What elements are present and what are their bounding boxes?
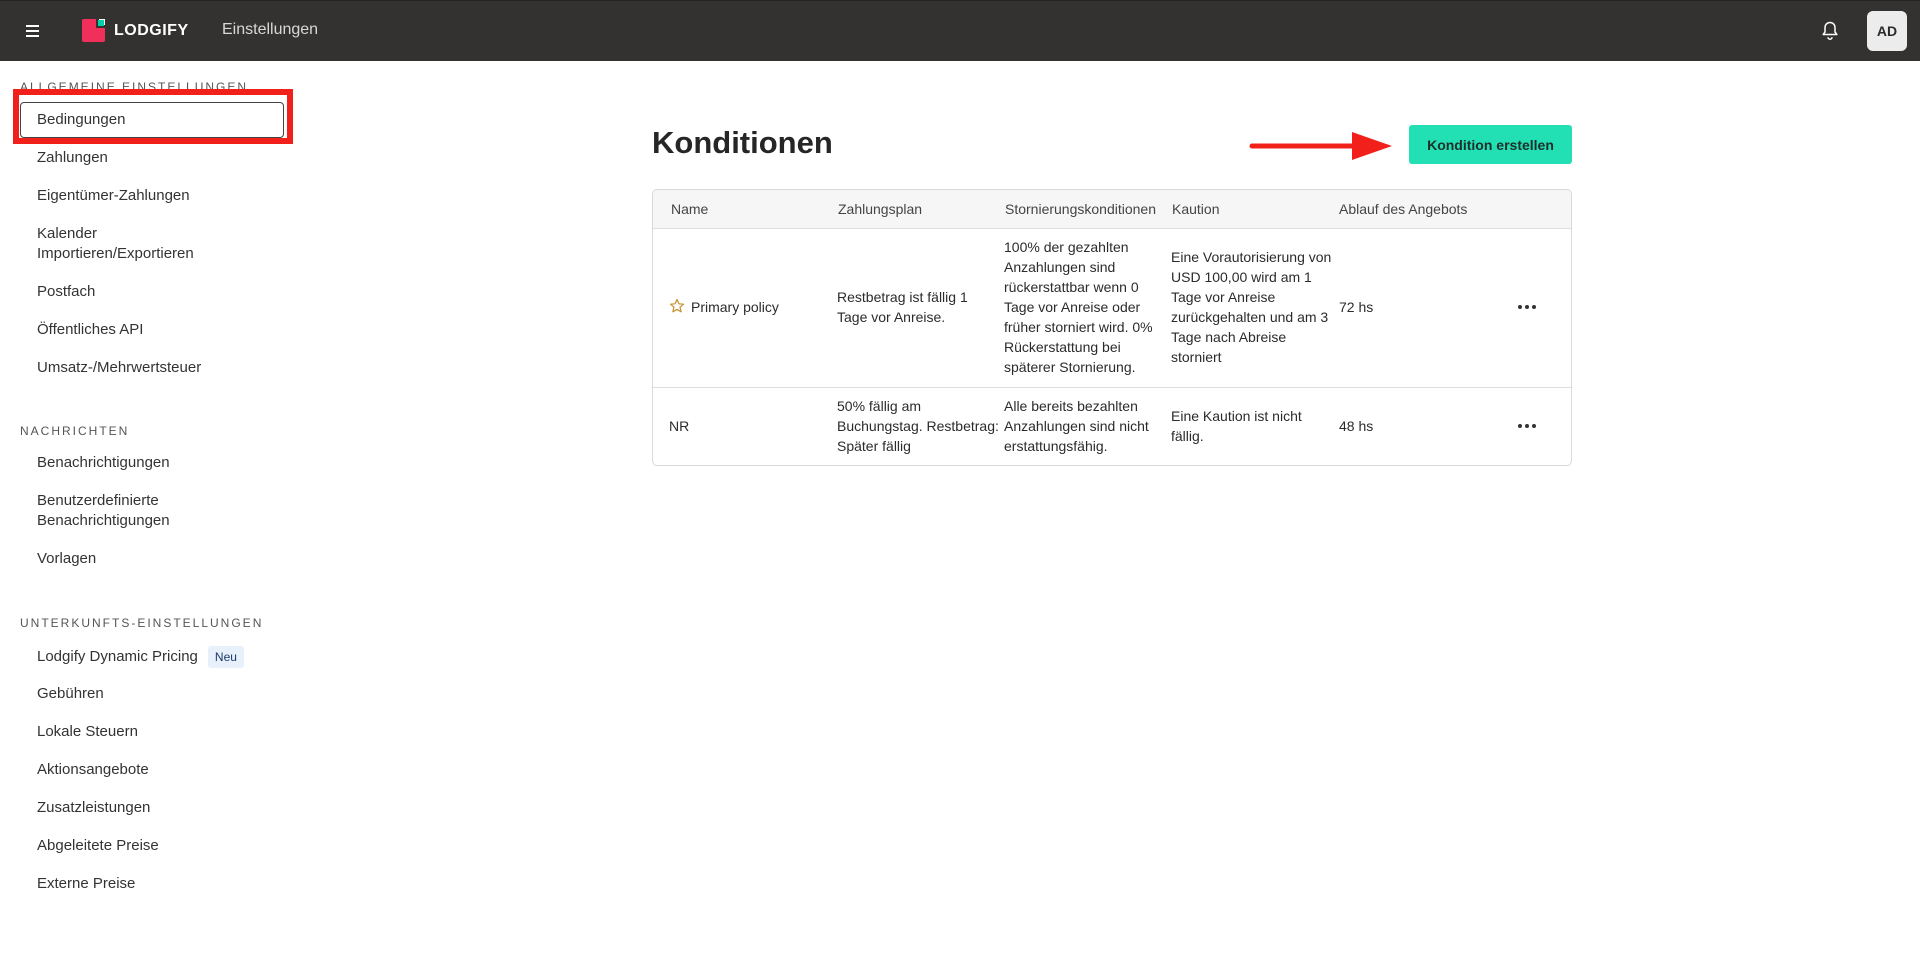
column-header-deposit[interactable]: Kaution bbox=[1172, 201, 1220, 217]
annotation-arrow-icon bbox=[1248, 126, 1394, 166]
conditions-table bbox=[652, 189, 1572, 466]
logo-text: LODGIFY bbox=[114, 21, 189, 39]
deposit-cell: Eine Vorautorisierung von USD 100,00 wird am 1 Tage vor Anreise zurückgehalten und am 3 Tage nach Abreise storniert bbox=[1171, 249, 1332, 365]
page-title: Konditionen bbox=[652, 125, 833, 160]
policy-name-cell bbox=[669, 297, 779, 317]
sidebar-item-label: Lodgify Dynamic Pricing bbox=[37, 647, 198, 665]
sidebar-item-lokale-steuern[interactable]: Lokale Steuern bbox=[37, 723, 138, 740]
policy-name: Primary policy bbox=[691, 299, 779, 315]
column-header-payment[interactable]: Zahlungsplan bbox=[838, 201, 923, 217]
more-options-icon[interactable] bbox=[1513, 412, 1541, 440]
new-badge: Neu bbox=[208, 646, 244, 668]
sidebar-item-zusatzleistungen[interactable]: Zusatzleistungen bbox=[37, 799, 151, 816]
sidebar-item-eigentuemer-zahlungen[interactable]: Eigentümer-Zahlungen bbox=[37, 187, 190, 204]
section-title-messages: NACHRICHTEN bbox=[20, 424, 130, 438]
sidebar-item-gebuehren[interactable]: Gebühren bbox=[37, 685, 104, 702]
sidebar-item-mehrwertsteuer[interactable]: Umsatz-/Mehrwertsteuer bbox=[37, 359, 202, 376]
top-bar bbox=[0, 0, 1920, 61]
avatar[interactable]: AD bbox=[1867, 11, 1907, 51]
cancellation-cell: Alle bereits bezahlten Anzahlungen sind nicht erstattungsfähig. bbox=[1004, 398, 1149, 454]
payment-cell: Restbetrag ist fällig 1 Tage vor Anreise. bbox=[837, 289, 968, 325]
column-header-name[interactable]: Name bbox=[671, 201, 709, 217]
policy-name-cell: NR bbox=[669, 418, 690, 434]
column-header-cancellation[interactable]: Stornierungskonditionen bbox=[1005, 201, 1156, 217]
cancellation-cell: 100% der gezahlten Anzahlungen sind rückerstattbar wenn 0 Tage vor Anreise oder früher storniert wird. 0% Rückerstattung bei späterer Stornierung. bbox=[1004, 239, 1153, 375]
page-section-title: Einstellungen bbox=[222, 21, 319, 38]
sidebar-item-abgeleitete-preise[interactable]: Abgeleitete Preise bbox=[37, 837, 159, 854]
sidebar-item-kalender[interactable]: Kalender Importieren/Exportieren bbox=[37, 225, 194, 262]
more-options-icon[interactable] bbox=[1513, 293, 1541, 321]
table-row[interactable] bbox=[653, 229, 1572, 388]
column-header-expiry[interactable]: Ablauf des Angebots bbox=[1339, 201, 1468, 217]
table-row[interactable] bbox=[653, 389, 1572, 466]
logo-mark-icon bbox=[82, 19, 105, 42]
deposit-cell: Eine Kaution ist nicht fällig. bbox=[1171, 408, 1302, 444]
sidebar-item-bedingungen[interactable]: Bedingungen bbox=[20, 102, 284, 138]
expiry-cell: 72 hs bbox=[1339, 299, 1374, 315]
star-icon[interactable] bbox=[669, 298, 685, 314]
bell-icon[interactable] bbox=[1818, 19, 1842, 43]
sidebar-item-benachrichtigungen[interactable]: Benachrichtigungen bbox=[37, 454, 170, 471]
table-header bbox=[653, 190, 1572, 229]
hamburger-icon[interactable] bbox=[20, 19, 44, 43]
sidebar-item-api[interactable]: Öffentliches API bbox=[37, 321, 144, 338]
sidebar-item-benutzerdefinierte[interactable]: Benutzerdefinierte Benachrichtigungen bbox=[37, 492, 170, 529]
sidebar-item-vorlagen[interactable]: Vorlagen bbox=[37, 550, 97, 567]
sidebar-item-externe-preise[interactable]: Externe Preise bbox=[37, 875, 136, 892]
create-condition-button[interactable]: Kondition erstellen bbox=[1409, 125, 1572, 164]
sidebar-item-zahlungen[interactable]: Zahlungen bbox=[37, 149, 108, 166]
expiry-cell: 48 hs bbox=[1339, 418, 1374, 434]
section-title-general: ALLGEMEINE EINSTELLUNGEN bbox=[20, 80, 249, 94]
lodgify-logo[interactable] bbox=[82, 19, 189, 42]
sidebar-item-aktionsangebote[interactable]: Aktionsangebote bbox=[37, 761, 149, 778]
payment-cell: 50% fällig am Buchungstag. Restbetrag: Später fällig bbox=[837, 398, 999, 454]
sidebar-item-dynamic-pricing[interactable] bbox=[37, 646, 244, 668]
section-title-property: UNTERKUNFTS-EINSTELLUNGEN bbox=[20, 616, 264, 630]
annotation-highlight-box bbox=[13, 89, 293, 144]
sidebar-item-postfach[interactable]: Postfach bbox=[37, 283, 96, 300]
